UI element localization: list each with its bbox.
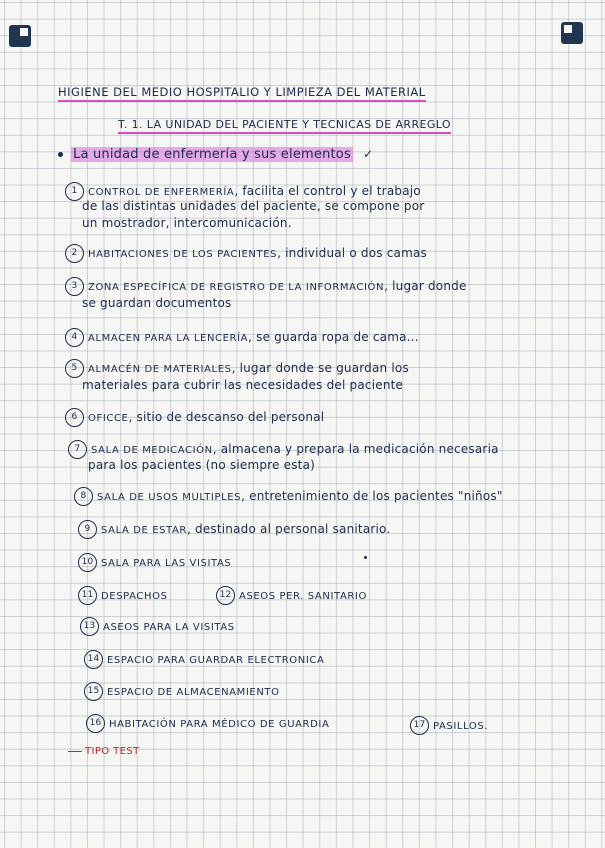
item-number: 6 xyxy=(65,408,84,427)
item-number: 4 xyxy=(65,328,84,347)
item-number: 7 xyxy=(68,440,87,459)
item-term: OFICCE xyxy=(88,413,129,424)
list-item xyxy=(65,328,419,347)
list-item xyxy=(78,586,168,605)
footer-note-text: TIPO TEST xyxy=(85,746,140,757)
page-title: HIGIENE DEL MEDIO HOSPITALIO Y LIMPIEZA DEL MATERIAL xyxy=(58,85,426,102)
item-text: , entretenimiento de los pacientes "niños" xyxy=(241,489,503,503)
list-item xyxy=(216,586,367,605)
list-item xyxy=(65,359,409,378)
item-continuation: se guardan documentos xyxy=(82,296,232,310)
item-number: 12 xyxy=(216,586,235,605)
item-term: HABITACIÓN PARA MÉDICO DE GUARDIA xyxy=(109,719,330,730)
list-item xyxy=(84,682,280,701)
item-text: , destinado al personal sanitario. xyxy=(186,522,391,536)
item-term: ZONA ESPECÍFICA DE REGISTRO DE LA INFORMACIÓN xyxy=(88,282,385,293)
bullet-dot-icon xyxy=(58,152,63,157)
item-continuation: de las distintas unidades del paciente, se compone por xyxy=(82,199,425,213)
corner-marker-left-icon xyxy=(9,25,31,47)
item-term: ALMACÉN DE MATERIALES xyxy=(88,364,232,375)
item-term: HABITACIONES DE LOS PACIENTES xyxy=(88,249,278,260)
list-item xyxy=(68,440,499,459)
item-text: , sitio de descanso del personal xyxy=(128,410,325,424)
corner-marker-right-icon xyxy=(561,22,583,44)
item-text: , almacena y prepara la medicación necesaria xyxy=(212,442,499,456)
item-term: SALA DE MEDICACIÓN xyxy=(91,445,213,456)
footer-note xyxy=(68,746,140,757)
list-item xyxy=(65,277,467,296)
list-item xyxy=(74,487,503,506)
item-continuation: materiales para cubrir las necesidades del paciente xyxy=(82,378,404,392)
item-number: 15 xyxy=(84,682,103,701)
section-subtitle: T. 1. LA UNIDAD DEL PACIENTE Y TECNICAS DE ARREGLO xyxy=(118,118,451,134)
item-number: 1 xyxy=(65,182,84,201)
item-text: , lugar donde se guardan los xyxy=(231,361,409,375)
item-number: 10 xyxy=(78,553,97,572)
bullet-heading xyxy=(58,147,373,162)
item-number: 8 xyxy=(74,487,93,506)
item-term: ESPACIO PARA GUARDAR ELECTRONICA xyxy=(107,655,325,666)
item-term: SALA DE ESTAR xyxy=(101,525,187,536)
list-item xyxy=(86,714,329,733)
list-item xyxy=(84,650,324,669)
item-term: ESPACIO DE ALMACENAMIENTO xyxy=(107,687,280,698)
list-item xyxy=(410,716,488,735)
check-icon: ✓ xyxy=(362,147,374,161)
item-continuation: un mostrador, intercomunicación. xyxy=(82,216,292,230)
item-number: 9 xyxy=(78,520,97,539)
item-term: DESPACHOS xyxy=(101,591,168,602)
item-number: 11 xyxy=(78,586,97,605)
arrow-icon xyxy=(68,751,82,752)
item-term: PASILLOS. xyxy=(433,721,489,732)
bullet-text: La unidad de enfermería y sus elementos xyxy=(73,147,351,162)
item-term: SALA PARA LAS VISITAS xyxy=(101,558,232,569)
item-number: 13 xyxy=(80,617,99,636)
item-continuation: para los pacientes (no siempre esta) xyxy=(88,458,316,472)
item-number: 2 xyxy=(65,244,84,263)
item-term: ASEOS PARA LA VISITAS xyxy=(103,622,235,633)
list-item xyxy=(78,520,390,539)
item-text: , se guarda ropa de cama... xyxy=(248,330,419,344)
item-text: , individual o dos camas xyxy=(277,246,427,260)
list-item xyxy=(65,244,427,263)
item-term: SALA DE USOS MULTIPLES xyxy=(97,492,242,503)
item-number: 3 xyxy=(65,277,84,296)
item-term: ALMACEN PARA LA LENCERÍA xyxy=(88,333,249,344)
list-item xyxy=(65,408,324,427)
item-number: 14 xyxy=(84,650,103,669)
item-term: CONTROL DE ENFERMERÍA xyxy=(88,187,235,198)
item-number: 17 xyxy=(410,716,429,735)
list-item xyxy=(78,553,231,572)
item-number: 5 xyxy=(65,359,84,378)
item-number: 16 xyxy=(86,714,105,733)
item-term: ASEOS PER. SANITARIO xyxy=(239,591,367,602)
ink-dot xyxy=(364,556,367,559)
list-item xyxy=(80,617,235,636)
item-text: , lugar donde xyxy=(384,279,467,293)
item-text: , facilita el control y el trabajo xyxy=(234,184,421,198)
